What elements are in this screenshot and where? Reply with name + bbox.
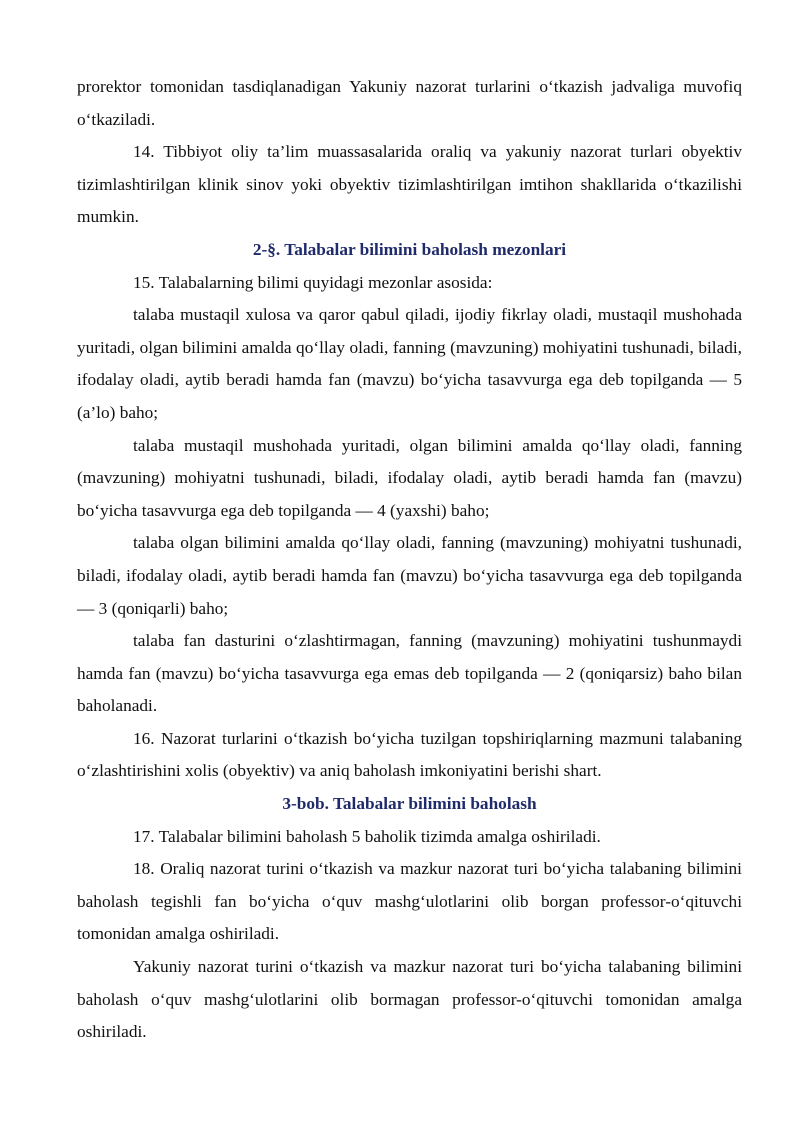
paragraph-item-17: 17. Talabalar bilimini baholash 5 baholik tizimda amalga oshiriladi. (133, 826, 601, 846)
criterion-grade-2: talaba fan dasturini o‘zlashtirmagan, fanning (mavzuning) mohiyatini tushunmaydi hamda fan (mavzu) bo‘yicha tasavvurga ega emas deb topilganda — 2 (qoniqarsiz) baho bilan baholanadi. (77, 631, 742, 716)
paragraph-final-assessment: Yakuniy nazorat turini o‘tkazish va mazkur nazorat turi bo‘yicha talabaning bilimini baholash o‘quv mashg‘ulotlarini olib bormagan professor-o‘qituvchi tomonidan amalga oshiriladi. (77, 957, 742, 1042)
paragraph-item-15: 15. Talabalarning bilimi quyidagi mezonlar asosida: (133, 272, 493, 292)
paragraph-item-16: 16. Nazorat turlarini o‘tkazish bo‘yicha tuzilgan topshiriqlarning mazmuni talabaning o‘zlashtirishini xolis (obyektiv) va aniq baholash imkoniyatini berishi shart. (77, 728, 742, 781)
section-heading-assessment-criteria: 2-§. Talabalar bilimini baholash mezonlari (252, 239, 567, 259)
criterion-grade-4: talaba mustaqil mushohada yuritadi, olgan bilimini amalda qo‘llay oladi, fanning (mavzuning) mohiyatni tushunadi, biladi, ifodalay oladi, aytib beradi hamda fan (mavzu) bo‘yicha tasavvurga ega deb topilganda — 4 (yaxshi) baho; (77, 435, 742, 520)
document-page (77, 71, 742, 1049)
paragraph-item-18: 18. Oraliq nazorat turini o‘tkazish va mazkur nazorat turi bo‘yicha talabaning bilimini baholash tegishli fan bo‘yicha o‘quv mashg‘ulotlarini olib borgan professor-o‘qituvchi tomonidan amalga oshiriladi. (77, 859, 742, 944)
chapter-heading-assessment: 3-bob. Talabalar bilimini baholash (282, 794, 537, 814)
paragraph-continuation: prorektor tomonidan tasdiqlanadigan Yakuniy nazorat turlarini o‘tkazish jadvaliga muvofiq o‘tkaziladi. (77, 77, 742, 129)
criterion-grade-5: talaba mustaqil xulosa va qaror qabul qiladi, ijodiy fikrlay oladi, mustaqil mushohada yuritadi, olgan bilimini amalda qo‘llay oladi, fanning (mavzuning) mohiyatini tushunadi, biladi, ifodalay oladi, aytib beradi hamda fan (mavzu) bo‘yicha tasavvurga ega deb topilganda — 5 (a’lo) baho; (77, 305, 742, 422)
paragraph-item-14: 14. Tibbiyot oliy ta’lim muassasalarida oraliq va yakuniy nazorat turlari obyektiv tizimlashtirilgan klinik sinov yoki obyektiv tizimlashtirilgan imtihon shakllarida o‘tkazilishi mumkin. (77, 142, 742, 227)
criterion-grade-3: talaba olgan bilimini amalda qo‘llay oladi, fanning (mavzuning) mohiyatni tushunadi, biladi, ifodalay oladi, aytib beradi hamda fan (mavzu) bo‘yicha tasavvurga ega deb topilganda — 3 (qoniqarli) baho; (77, 533, 742, 618)
